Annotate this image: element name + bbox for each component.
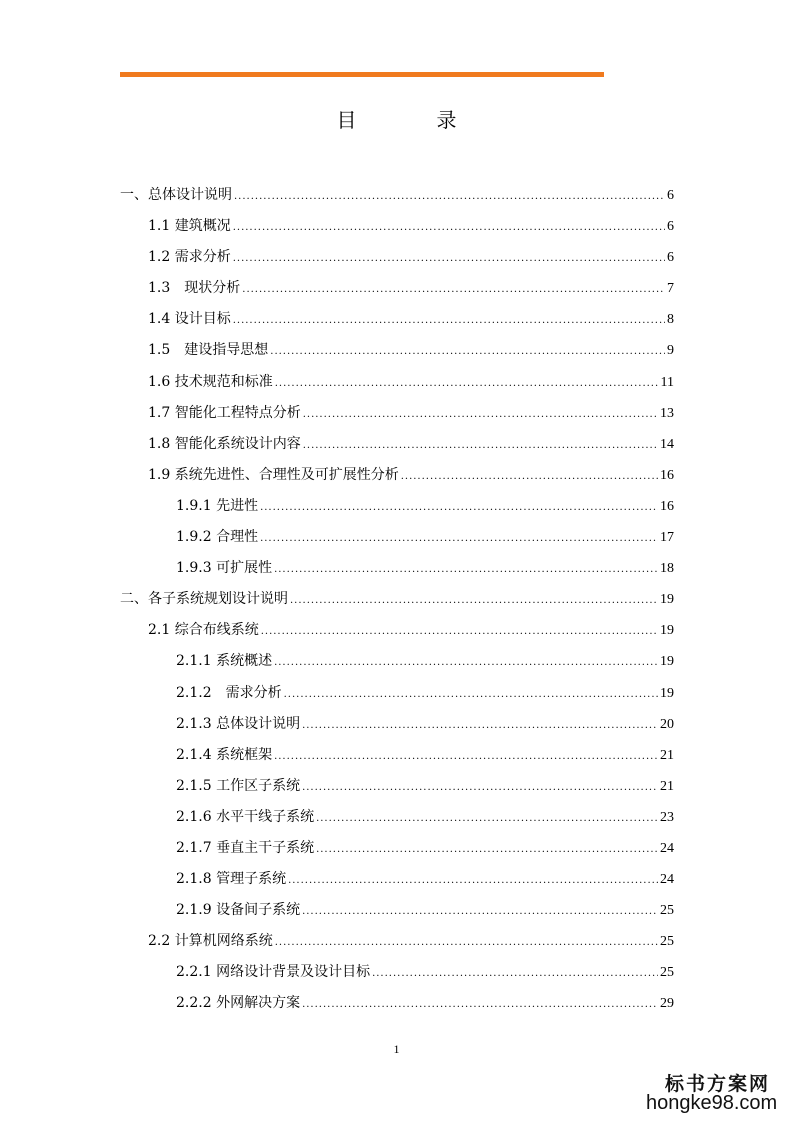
toc-entry[interactable] (120, 273, 674, 304)
toc-entry-page: 6 (667, 188, 674, 203)
toc-dot-leader (274, 554, 658, 585)
toc-entry-label: 2.2.2 外网解决方案 (176, 995, 301, 1012)
toc-entry[interactable] (120, 771, 674, 802)
toc-entry[interactable] (120, 491, 674, 522)
toc-entry-page: 24 (660, 840, 674, 856)
toc-entry-label: 2.1.6 水平干线子系统 (176, 808, 315, 825)
toc-dot-leader (275, 368, 659, 399)
toc-entry-page: 6 (667, 219, 674, 235)
toc-entry-page: 17 (660, 530, 674, 546)
toc-dot-leader (233, 243, 665, 274)
watermark-text-en: hongke98.com (646, 1092, 778, 1114)
toc-entry[interactable] (120, 957, 674, 988)
toc-entry-page: 19 (660, 654, 674, 670)
toc-entry[interactable] (120, 553, 674, 584)
toc-dot-leader (260, 492, 658, 523)
toc-entry-page: 20 (660, 716, 674, 732)
toc-dot-leader (372, 958, 658, 989)
watermark-text-cn: 标书方案网 (665, 1073, 771, 1095)
toc-entry[interactable] (120, 988, 674, 1019)
toc-entry-label: 2.2.1 网络设计背景及设计目标 (176, 964, 371, 981)
toc-entry-label: 2.1.2 需求分析 (176, 684, 282, 701)
toc-entry-label: 1.9 系统先进性、合理性及可扩展性分析 (148, 466, 399, 483)
toc-entry-page: 21 (660, 747, 674, 763)
toc-entry[interactable] (120, 646, 674, 677)
toc-entry-page: 19 (660, 592, 674, 608)
toc-entry-page: 24 (660, 872, 674, 888)
toc-entry[interactable] (120, 211, 674, 242)
toc-entry[interactable] (120, 429, 674, 460)
toc-entry[interactable] (120, 335, 674, 366)
toc-dot-leader (302, 896, 658, 927)
page-title: 目 录 (336, 108, 487, 132)
toc-entry-label: 2.1.4 系统框架 (176, 746, 273, 763)
toc-entry[interactable] (120, 522, 674, 553)
toc-entry[interactable] (120, 895, 674, 926)
toc-entry-label: 1.8 智能化系统设计内容 (148, 435, 301, 452)
toc-entry-page: 21 (660, 778, 674, 794)
toc-dot-leader (284, 679, 658, 710)
toc-entry-label: 一、总体设计说明 (120, 187, 232, 203)
toc-entry-page: 18 (660, 561, 674, 577)
toc-entry-page: 25 (660, 903, 674, 919)
toc-entry-page: 29 (660, 996, 674, 1012)
toc-dot-leader (261, 616, 658, 647)
page-number: 1 (393, 1042, 400, 1056)
toc-entry[interactable] (120, 864, 674, 895)
toc-entry[interactable] (120, 242, 674, 273)
toc-dot-leader (274, 741, 658, 772)
toc-dot-leader (233, 212, 665, 243)
toc-entry-label: 2.1.7 垂直主干子系统 (176, 839, 315, 856)
toc-entry[interactable] (120, 398, 674, 429)
toc-dot-leader (233, 305, 665, 336)
toc-entry-page: 6 (667, 250, 674, 266)
toc-entry-label: 2.1.5 工作区子系统 (176, 777, 301, 794)
toc-entry-page: 23 (660, 809, 674, 825)
toc-entry-label: 1.1 建筑概况 (148, 218, 231, 235)
toc-entry-page: 16 (660, 498, 674, 514)
toc-dot-leader (316, 803, 658, 834)
toc-entry-label: 2.1.3 总体设计说明 (176, 715, 301, 732)
toc-entry[interactable] (120, 584, 674, 615)
toc-entry-label: 1.9.3 可扩展性 (176, 560, 273, 577)
toc-entry-page: 19 (660, 623, 674, 639)
table-of-contents (120, 180, 674, 1020)
toc-entry-label: 2.1.9 设备间子系统 (176, 902, 301, 919)
toc-entry-label: 1.5 建设指导思想 (148, 342, 269, 359)
toc-entry-page: 14 (660, 436, 674, 452)
toc-dot-leader (234, 181, 665, 212)
toc-dot-leader (401, 461, 658, 492)
toc-entry[interactable] (120, 678, 674, 709)
toc-entry-page: 9 (667, 343, 674, 359)
toc-entry-page: 19 (660, 685, 674, 701)
toc-entry-label: 2.1.8 管理子系统 (176, 871, 287, 888)
toc-entry[interactable] (120, 180, 674, 211)
toc-entry-label: 1.2 需求分析 (148, 249, 231, 266)
toc-dot-leader (290, 585, 658, 616)
toc-entry-label: 1.4 设计目标 (148, 311, 231, 328)
toc-dot-leader (302, 989, 658, 1020)
toc-entry-page: 16 (660, 467, 674, 483)
toc-dot-leader (270, 336, 665, 367)
toc-entry-page: 13 (660, 405, 674, 421)
toc-dot-leader (303, 430, 658, 461)
toc-entry[interactable] (120, 833, 674, 864)
toc-dot-leader (288, 865, 658, 896)
toc-entry-page: 8 (667, 312, 674, 328)
toc-entry-label: 1.9.2 合理性 (176, 529, 259, 546)
toc-dot-leader (302, 772, 658, 803)
toc-dot-leader (275, 927, 658, 958)
toc-dot-leader (274, 647, 658, 678)
toc-entry[interactable] (120, 709, 674, 740)
toc-entry[interactable] (120, 304, 674, 335)
toc-entry-label: 1.6 技术规范和标准 (148, 373, 273, 390)
toc-dot-leader (316, 834, 658, 865)
toc-entry-label: 2.1.1 系统概述 (176, 653, 273, 670)
toc-entry-label: 1.7 智能化工程特点分析 (148, 404, 301, 421)
toc-entry-label: 二、各子系统规划设计说明 (120, 591, 288, 608)
toc-dot-leader (260, 523, 658, 554)
toc-entry-label: 1.9.1 先进性 (176, 497, 259, 514)
toc-entry-label: 1.3 现状分析 (148, 280, 241, 297)
toc-entry-page: 25 (660, 965, 674, 981)
header-rule (120, 72, 604, 77)
toc-entry-label: 2.1 综合布线系统 (148, 622, 259, 639)
toc-entry[interactable] (120, 460, 674, 491)
toc-dot-leader (302, 710, 658, 741)
toc-entry[interactable] (120, 367, 674, 398)
toc-dot-leader (303, 399, 658, 430)
toc-entry[interactable] (120, 802, 674, 833)
toc-entry[interactable] (120, 926, 674, 957)
toc-entry[interactable] (120, 740, 674, 771)
toc-entry[interactable] (120, 615, 674, 646)
toc-entry-page: 25 (660, 934, 674, 950)
toc-dot-leader (242, 274, 665, 305)
toc-entry-page: 7 (667, 281, 674, 297)
toc-entry-page: 11 (660, 374, 674, 390)
toc-entry-label: 2.2 计算机网络系统 (148, 933, 273, 950)
